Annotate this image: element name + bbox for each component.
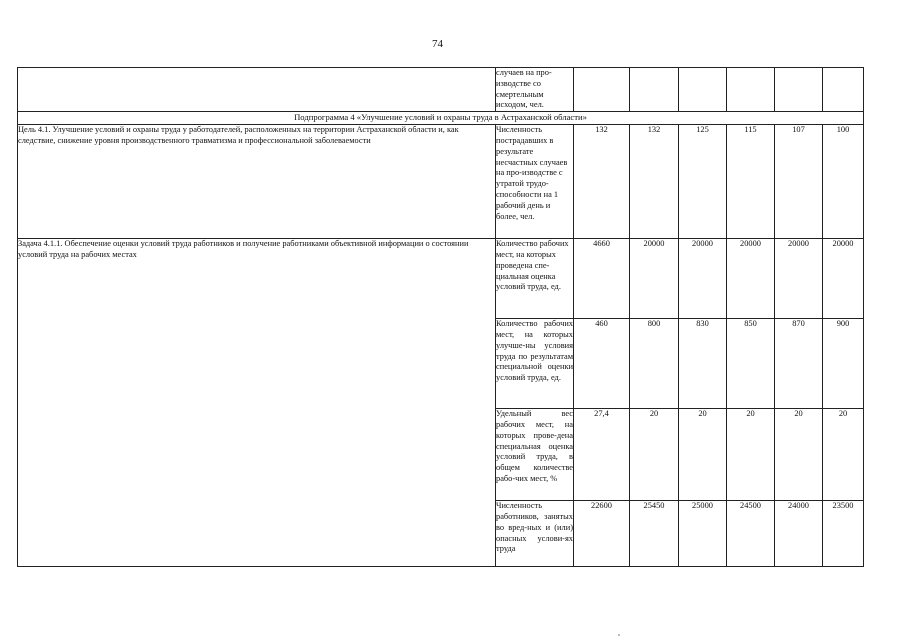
value-cell: 20000 bbox=[775, 239, 823, 319]
value-cell bbox=[574, 68, 630, 112]
value-cell bbox=[630, 68, 679, 112]
table-row-continuation bbox=[18, 68, 864, 112]
value-cell: 20 bbox=[679, 409, 727, 501]
indicator-text-cell: случаев на про-изводстве со смертельным исходом, чел. bbox=[496, 68, 574, 112]
value-cell: 24500 bbox=[727, 501, 775, 567]
value-cell bbox=[679, 68, 727, 112]
indicator-text-cell: Количество рабочих мест, на которых улучше-ны условия труда по результатам специальной оценки условий труда, ед. bbox=[496, 319, 574, 409]
indicator-text-cell: Численность работников, занятых во вред-ных и (или) опасных услови-ях труда bbox=[496, 501, 574, 567]
value-cell: 20000 bbox=[630, 239, 679, 319]
value-cell: 900 bbox=[823, 319, 864, 409]
value-cell: 24000 bbox=[775, 501, 823, 567]
value-cell: 100 bbox=[823, 125, 864, 239]
value-cell: 20 bbox=[775, 409, 823, 501]
value-cell: 132 bbox=[574, 125, 630, 239]
value-cell: 20 bbox=[727, 409, 775, 501]
value-cell: 132 bbox=[630, 125, 679, 239]
value-cell: 850 bbox=[727, 319, 775, 409]
value-cell: 115 bbox=[727, 125, 775, 239]
value-cell: 20000 bbox=[679, 239, 727, 319]
value-cell: 27,4 bbox=[574, 409, 630, 501]
value-cell: 25450 bbox=[630, 501, 679, 567]
value-cell: 107 bbox=[775, 125, 823, 239]
scan-speck bbox=[618, 634, 620, 636]
value-cell: 22600 bbox=[574, 501, 630, 567]
subprogram-header-row bbox=[18, 112, 864, 125]
indicator-text-cell: Удельный вес рабочих мест, на которых прове-дена специальная оценка условий труда, в общем количестве рабо-чих мест, % bbox=[496, 409, 574, 501]
task-text: Задача 4.1.1. Обеспечение оценки условий труда работников и получение работниками объективной информации о состоянии условий труда на рабочих местах bbox=[18, 239, 496, 567]
task-row bbox=[18, 239, 864, 319]
value-cell: 460 bbox=[574, 319, 630, 409]
value-cell: 870 bbox=[775, 319, 823, 409]
value-cell: 800 bbox=[630, 319, 679, 409]
value-cell bbox=[823, 68, 864, 112]
indicators-table bbox=[17, 67, 864, 567]
value-cell: 23500 bbox=[823, 501, 864, 567]
empty-cell bbox=[18, 68, 496, 112]
value-cell: 125 bbox=[679, 125, 727, 239]
value-cell: 20000 bbox=[823, 239, 864, 319]
value-cell: 20 bbox=[823, 409, 864, 501]
value-cell bbox=[775, 68, 823, 112]
value-cell bbox=[727, 68, 775, 112]
indicator-text-cell: Численность пострадавших в результате несчастных случаев на про-изводстве с утратой трудо-способности на 1 рабочий день и более, чел. bbox=[496, 125, 574, 239]
page-number: 74 bbox=[432, 38, 443, 50]
value-cell: 4660 bbox=[574, 239, 630, 319]
indicator-text-cell: Количество рабочих мест, на которых проведена спе-циальная оценка условий труда, ед. bbox=[496, 239, 574, 319]
goal-text: Цель 4.1. Улучшение условий и охраны труда у работодателей, расположенных на территории Астраханской области и, как следствие, снижение уровня производственного травматизма и профессиональной заболеваемости bbox=[18, 125, 496, 239]
value-cell: 20 bbox=[630, 409, 679, 501]
value-cell: 830 bbox=[679, 319, 727, 409]
goal-row bbox=[18, 125, 864, 239]
value-cell: 20000 bbox=[727, 239, 775, 319]
value-cell: 25000 bbox=[679, 501, 727, 567]
subprogram-title: Подпрограмма 4 «Улучшение условий и охраны труда в Астраханской области» bbox=[18, 112, 864, 125]
